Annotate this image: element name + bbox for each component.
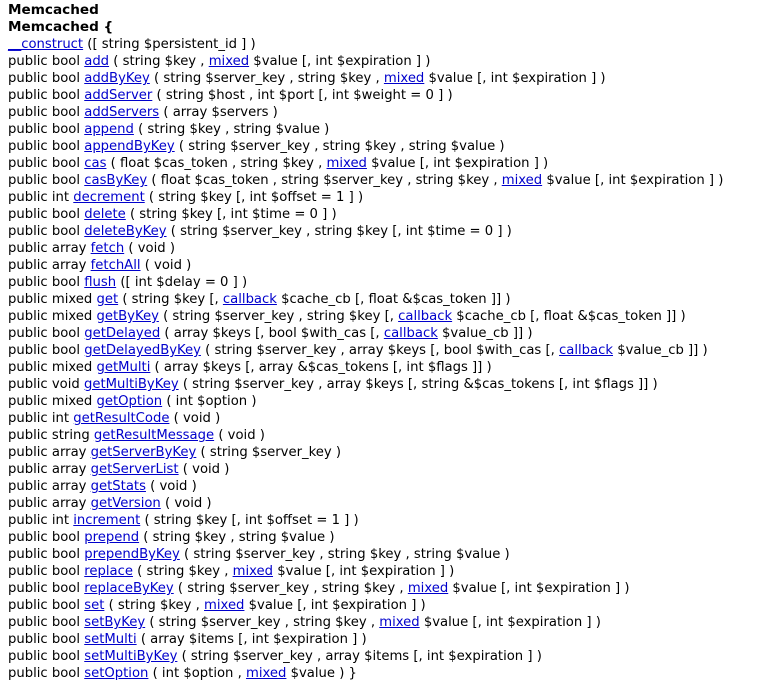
signature-text: public bool	[8, 632, 85, 647]
method-link-mixed[interactable]: mixed	[407, 581, 449, 596]
method-signature	[8, 614, 767, 631]
method-link-mixed[interactable]: mixed	[232, 564, 274, 579]
method-link-addbykey[interactable]: addByKey	[84, 71, 150, 86]
method-link-setoption[interactable]: setOption	[84, 666, 149, 681]
method-link-mixed[interactable]: mixed	[379, 615, 420, 630]
signature-text: $cache_cb [, float &$cas_token ]] )	[452, 309, 686, 324]
signature-text: $value [, int $expiration ] )	[366, 156, 549, 171]
method-signature	[8, 70, 767, 87]
signature-text: public int	[8, 190, 74, 205]
method-signature	[8, 342, 767, 359]
signature-text: public mixed	[8, 292, 97, 307]
method-link-getstats[interactable]: getStats	[90, 479, 146, 494]
method-signature	[8, 461, 767, 478]
signature-text: ( array $items [, int $expiration ] )	[136, 632, 367, 647]
signature-text: public bool	[8, 71, 85, 86]
signature-text: ( string $key [, int $offset = 1 ] )	[144, 190, 364, 205]
signature-text: ( array $servers )	[159, 105, 278, 120]
method-signature	[8, 512, 767, 529]
method-signature	[8, 291, 767, 308]
method-signature	[8, 546, 767, 563]
signature-text: ( string $key ,	[132, 564, 233, 579]
method-link-increment[interactable]: increment	[73, 513, 141, 528]
method-link-prepend[interactable]: prepend	[84, 530, 140, 545]
signature-text: ( string $key [, int $time = 0 ] )	[125, 207, 337, 222]
signature-text: public array	[8, 496, 91, 511]
signature-text: ( void )	[160, 496, 212, 511]
method-signature	[8, 495, 767, 512]
signature-text: ( string $key [, int $offset = 1 ] )	[140, 513, 359, 528]
signature-text: public array	[8, 445, 91, 460]
method-signature	[8, 444, 767, 461]
signature-text: $value [, int $expiration ] )	[244, 598, 426, 613]
method-link-deletebykey[interactable]: deleteByKey	[84, 224, 167, 239]
method-link-callback[interactable]: callback	[383, 326, 438, 341]
signature-text: ( string $server_key , string $key ,	[145, 615, 380, 630]
method-link-getoption[interactable]: getOption	[96, 394, 163, 409]
signature-text: ( float $cas_token , string $server_key , string $key ,	[147, 173, 502, 188]
signature-text: ( float $cas_token , string $key ,	[106, 156, 327, 171]
signature-text: ( string $server_key , array $keys [, bool $with_cas [,	[200, 343, 560, 358]
signature-text: ( string $server_key , string $key ,	[149, 71, 384, 86]
signature-text: ( array $keys [, array &$cas_tokens [, int $flags ]] )	[150, 360, 492, 375]
signature-text: public bool	[8, 139, 85, 154]
signature-text: ( string $server_key )	[196, 445, 342, 460]
signature-text: ( void )	[214, 428, 265, 443]
method-signature	[8, 393, 767, 410]
signature-text: public mixed	[8, 360, 97, 375]
method-link-fetchall[interactable]: fetchAll	[90, 258, 141, 273]
signature-text: ( string $server_key , string $key [, int $time = 0 ] )	[166, 224, 512, 239]
method-link-callback[interactable]: callback	[398, 309, 453, 324]
signature-text: public bool	[8, 530, 85, 545]
method-signature	[8, 36, 767, 53]
signature-text: ( void )	[169, 411, 221, 426]
method-signature	[8, 529, 767, 546]
signature-text: $value [, int $expiration ] )	[249, 54, 431, 69]
method-signature	[8, 138, 767, 155]
method-link-getresultcode[interactable]: getResultCode	[73, 411, 170, 426]
signature-text: ( void )	[140, 258, 192, 273]
signature-text: public array	[8, 241, 91, 256]
method-link-mixed[interactable]: mixed	[326, 156, 367, 171]
method-link-getmulti[interactable]: getMulti	[96, 360, 151, 375]
method-link-mixed[interactable]: mixed	[246, 666, 287, 681]
signature-text: ( string $server_key , array $keys [, string &$cas_tokens [, int $flags ]] )	[178, 377, 658, 392]
signature-text: public bool	[8, 598, 85, 613]
signature-text: $value [, int $expiration ] )	[424, 71, 606, 86]
signature-text: $value [, int $expiration ] )	[542, 173, 724, 188]
signature-text: ( void )	[124, 241, 175, 256]
method-signature	[8, 359, 767, 376]
signature-text: public mixed	[8, 394, 97, 409]
signature-text: $cache_cb [, float &$cas_token ]] )	[276, 292, 511, 307]
method-link-callback[interactable]: callback	[559, 343, 614, 358]
method-link-flush[interactable]: flush	[84, 275, 117, 290]
signature-text: public int	[8, 411, 74, 426]
signature-text: ( string $server_key , array $items [, int $expiration ] )	[177, 649, 542, 664]
signature-text: ( void )	[145, 479, 197, 494]
method-link-construct[interactable]: __construct	[8, 37, 84, 52]
signature-text: $value [, int $expiration ] )	[448, 581, 630, 596]
method-link-fetch[interactable]: fetch	[90, 241, 125, 256]
method-link-delete[interactable]: delete	[84, 207, 126, 222]
method-link-addservers[interactable]: addServers	[84, 105, 160, 120]
method-signature	[8, 580, 767, 597]
signature-text: $value ) }	[286, 666, 357, 681]
method-signature	[8, 206, 767, 223]
method-link-getserverbykey[interactable]: getServerByKey	[90, 445, 197, 460]
signature-text: public bool	[8, 343, 85, 358]
signature-text: public bool	[8, 122, 85, 137]
method-signature	[8, 376, 767, 393]
method-signature	[8, 648, 767, 665]
method-link-mixed[interactable]: mixed	[208, 54, 250, 69]
signature-text: public array	[8, 479, 91, 494]
signature-text: public mixed	[8, 309, 97, 324]
signature-text: ( string $server_key , string $key , string $value )	[179, 547, 510, 562]
method-link-getversion[interactable]: getVersion	[90, 496, 161, 511]
method-signature	[8, 223, 767, 240]
method-signature	[8, 155, 767, 172]
method-link-getdelayedbykey[interactable]: getDelayedByKey	[84, 343, 201, 358]
signature-text: public bool	[8, 326, 85, 341]
method-signature	[8, 274, 767, 291]
signature-text: public void	[8, 377, 84, 392]
method-list	[8, 36, 767, 682]
signature-text: ( string $key [,	[118, 292, 223, 307]
signature-text: $value_cb ]] )	[437, 326, 533, 341]
signature-text: ([ int $delay = 0 ] )	[116, 275, 248, 290]
method-link-prependbykey[interactable]: prependByKey	[84, 547, 180, 562]
method-signature	[8, 631, 767, 648]
method-link-append[interactable]: append	[84, 122, 134, 137]
signature-text: ( array $keys [, bool $with_cas [,	[160, 326, 384, 341]
signature-text: ([ string $persistent_id ] )	[83, 37, 256, 52]
signature-text: public bool	[8, 173, 85, 188]
signature-text: ( string $server_key , string $key [,	[158, 309, 399, 324]
signature-text: public int	[8, 513, 74, 528]
signature-text: ( void )	[178, 462, 230, 477]
method-link-getdelayed[interactable]: getDelayed	[84, 326, 161, 341]
method-link-replace[interactable]: replace	[84, 564, 133, 579]
page-heading: Memcached	[8, 2, 99, 18]
method-signature	[8, 189, 767, 206]
method-signature	[8, 308, 767, 325]
method-link-getbykey[interactable]: getByKey	[96, 309, 159, 324]
method-signature	[8, 597, 767, 614]
signature-text: $value [, int $expiration ] )	[273, 564, 455, 579]
method-link-setbykey[interactable]: setByKey	[84, 615, 146, 630]
signature-text: ( int $option ,	[148, 666, 246, 681]
method-signature	[8, 563, 767, 580]
method-link-mixed[interactable]: mixed	[383, 71, 425, 86]
method-link-mixed[interactable]: mixed	[204, 598, 245, 613]
method-link-decrement[interactable]: decrement	[73, 190, 145, 205]
method-signature	[8, 240, 767, 257]
method-signature	[8, 410, 767, 427]
signature-text: ( int $option )	[162, 394, 257, 409]
method-signature	[8, 478, 767, 495]
method-link-get[interactable]: get	[96, 292, 119, 307]
method-signature	[8, 121, 767, 138]
method-link-callback[interactable]: callback	[222, 292, 277, 307]
method-link-appendbykey[interactable]: appendByKey	[84, 139, 175, 154]
class-declaration: Memcached {	[8, 19, 114, 35]
signature-text: public bool	[8, 88, 85, 103]
signature-text: $value [, int $expiration ] )	[419, 615, 601, 630]
method-link-replacebykey[interactable]: replaceByKey	[84, 581, 174, 596]
method-signature	[8, 665, 767, 682]
signature-text: public bool	[8, 207, 85, 222]
method-signature	[8, 172, 767, 189]
signature-text: public string	[8, 428, 94, 443]
method-link-getresultmessage[interactable]: getResultMessage	[93, 428, 215, 443]
method-link-setmultibykey[interactable]: setMultiByKey	[84, 649, 178, 664]
method-signature	[8, 325, 767, 342]
signature-text: public bool	[8, 581, 85, 596]
signature-text: ( string $server_key , string $key , string $value )	[174, 139, 505, 154]
signature-text: public bool	[8, 649, 85, 664]
signature-text: public bool	[8, 105, 85, 120]
method-link-mixed[interactable]: mixed	[501, 173, 543, 188]
method-link-set[interactable]: set	[84, 598, 105, 613]
method-link-setmulti[interactable]: setMulti	[84, 632, 137, 647]
method-signature	[8, 427, 767, 444]
method-signature	[8, 53, 767, 70]
signature-text: public array	[8, 462, 91, 477]
signature-text: ( string $key ,	[104, 598, 205, 613]
signature-text: ( string $server_key , string $key ,	[173, 581, 408, 596]
method-signature	[8, 87, 767, 104]
signature-text: public bool	[8, 275, 85, 290]
signature-text: ( string $host , int $port [, int $weight = 0 ] )	[152, 88, 453, 103]
signature-text: ( string $key , string $value )	[133, 122, 330, 137]
signature-text: public bool	[8, 224, 85, 239]
signature-text: public bool	[8, 156, 85, 171]
signature-text: ( string $key ,	[109, 54, 209, 69]
method-signature	[8, 257, 767, 274]
signature-text: public bool	[8, 54, 85, 69]
method-link-casbykey[interactable]: casByKey	[84, 173, 148, 188]
signature-text: ( string $key , string $value )	[139, 530, 335, 545]
signature-text: $value_cb ]] )	[613, 343, 708, 358]
method-link-add[interactable]: add	[84, 54, 110, 69]
method-signature	[8, 104, 767, 121]
signature-text: public bool	[8, 547, 85, 562]
method-link-getmultibykey[interactable]: getMultiByKey	[83, 377, 179, 392]
signature-text: public array	[8, 258, 91, 273]
method-link-addserver[interactable]: addServer	[84, 88, 153, 103]
method-link-getserverlist[interactable]: getServerList	[90, 462, 179, 477]
signature-text: public bool	[8, 564, 85, 579]
signature-text: public bool	[8, 615, 85, 630]
signature-text: public bool	[8, 666, 85, 681]
method-link-cas[interactable]: cas	[84, 156, 107, 171]
